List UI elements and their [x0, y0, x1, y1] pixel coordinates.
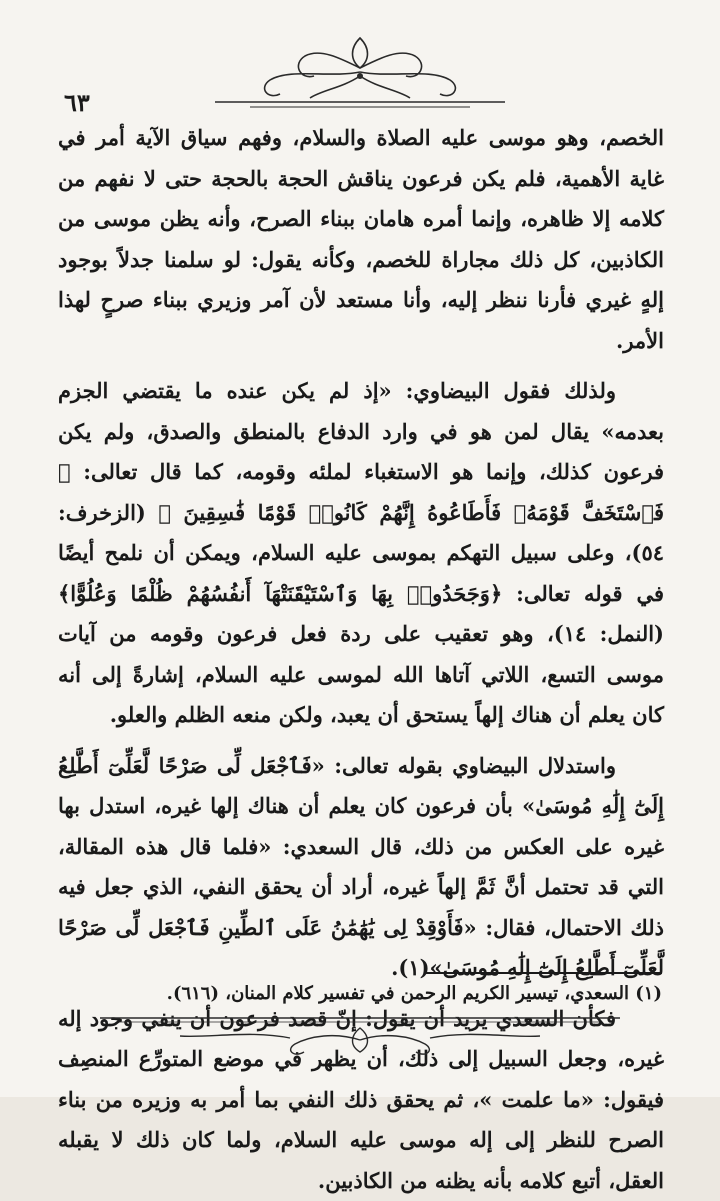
paragraph-3: واستدلال البيضاوي بقوله تعالى: «فَٱجْعَل لِّى صَرْحًا لَّعَلِّىٓ أَطَّلِعُ إِلَىٰٓ إِلَٰهِ مُوسَىٰ» بأن فرعون كان يعلم أن هناك إلها غيره، استدل بها غيره على العكس من ذلك، قال السعدي: «فلما قال هذه المقالة، التي قد تحتمل أنَّ ثَمَّ إلهاً غيره، أراد أن يحقق النفي، الذي جعل فيه ذلك الاحتمال، فقال: «فَأَوْقِدْ لِى يَٰهَٰمَٰنُ عَلَى ٱلطِّينِ فَٱجْعَل لِّى صَرْحًا لَّعَلِّىٓ أَطَّلِعُ إِلَىٰٓ إِلَٰهِ مُوسَىٰ»(١). [58, 746, 664, 989]
footnote-divider [426, 972, 662, 974]
bottom-ornament-icon [90, 1008, 630, 1058]
paragraph-1: الخصم، وهو موسى عليه الصلاة والسلام، وفهم سياق الآية أمر في غاية الأهمية، فلم يكن فرعون يناقش الحجة بالحجة حتى لا نفهم من كلامه إلا ظاهره، وإنما أمره هامان ببناء الصرح، وأنه يظن موسى من الكاذبين، كل ذلك مجاراة للخصم، وكأنه يقول: لو سلمنا جدلاً بوجود إلهٍ غيري فأرنا ننظر إليه، وأنا مستعد لأن آمر وزيري ببناء صرحٍ لهذا الأمر. [58, 118, 664, 361]
page-number: ٦٣ [64, 88, 90, 117]
paragraph-2: ولذلك فقول البيضاوي: «إذ لم يكن عنده ما يقتضي الجزم بعدمه» يقال لمن هو في وارد الدفاع بالمنطق والصدق، ولم يكن فرعون كذلك، وإنما هو الاستغباء لملئه وقومه، كما قال تعالى: ﴿ فَٱسْتَخَفَّ قَوْمَهُۥ فَأَطَاعُوهُ إِنَّهُمْ كَانُوا۟ قَوْمًا فَٰسِقِينَ ﴾ (الزخرف: ٥٤)، وعلى سبيل التهكم بموسى عليه السلام، ويمكن أن نلمح أيضًا في قوله تعالى: ﴿وَجَحَدُوا۟ بِهَا وَٱسْتَيْقَنَتْهَآ أَنفُسُهُمْ ظُلْمًا وَعُلُوًّا﴾ (النمل: ١٤)، وهو تعقيب على ردة فعل فرعون وقومه من آيات موسى التسع، اللاتي آتاها الله لموسى عليه السلام، إشارةً إلى أنه كان يعلم أن هناك إلهاً يستحق أن يعبد، ولكن منعه الظلم والعلو. [58, 371, 664, 736]
top-ornament-icon [210, 28, 510, 118]
paragraph-4: فكأن السعدي يريد أن يقول: إنّ قصد فرعون أن ينفي وجود إله غيره، وجعل السبيل إلى ذلك، أن يظهر في موضع المتورِّع المنصِف فيقول: «ما علمت »، ثم يحقق ذلك النفي بما أمر به وزيره من بناء الصرح للنظر إلى إله موسى عليه السلام، ولما كان ذلك لا يقبله العقل، أتبع كلامه بأنه يظنه من الكاذبين. [58, 999, 664, 1201]
footnote: (١) السعدي، تيسير الكريم الرحمن في تفسير كلام المنان، (٦١٦). [150, 980, 662, 1008]
